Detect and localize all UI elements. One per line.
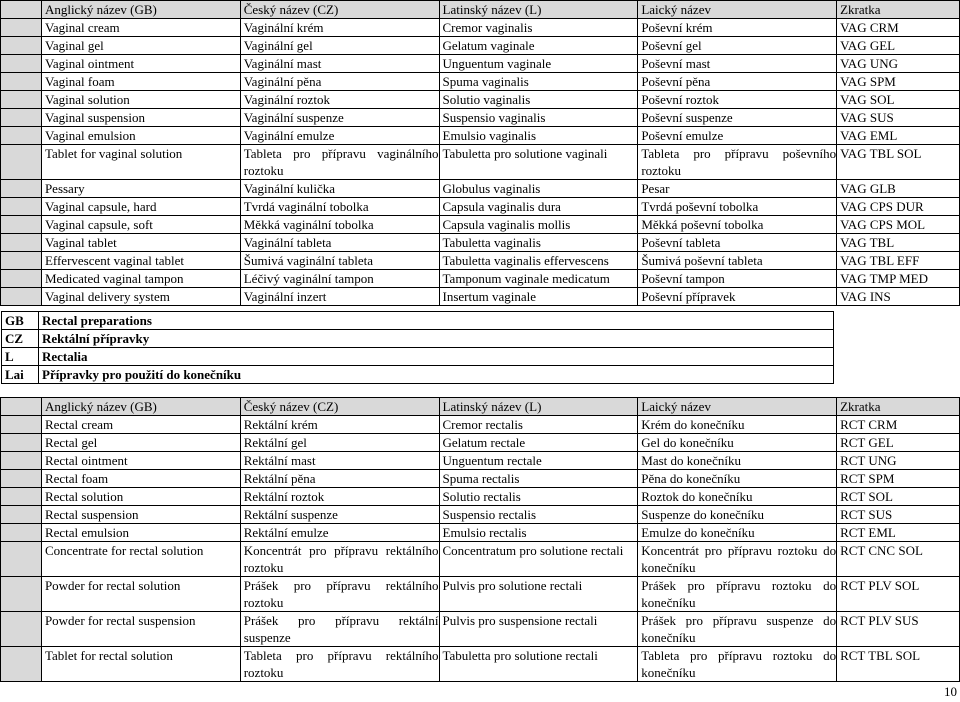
table-cell: VAG CPS MOL (837, 216, 960, 234)
table-cell: Globulus vaginalis (439, 180, 638, 198)
blank-cell (1, 488, 42, 506)
table-cell: VAG GEL (837, 37, 960, 55)
table-row (1, 488, 960, 506)
table-cell: VAG CPS DUR (837, 198, 960, 216)
column-header: Český název (CZ) (240, 1, 439, 19)
blank-cell (1, 91, 42, 109)
category-label: Přípravky pro použití do konečníku (39, 366, 834, 384)
rectal-category-box (1, 311, 834, 384)
table-cell: Gelatum rectale (439, 434, 638, 452)
table-cell: Suspenze do konečníku (638, 506, 837, 524)
table-cell: RCT TBL SOL (837, 647, 960, 682)
table-row (1, 434, 960, 452)
blank-cell (1, 577, 42, 612)
table-cell: Tvrdá vaginální tobolka (240, 198, 439, 216)
table-cell: Tvrdá poševní tobolka (638, 198, 837, 216)
blank-cell (1, 416, 42, 434)
table-row (1, 37, 960, 55)
table-cell: Vaginální suspenze (240, 109, 439, 127)
language-code: Lai (2, 366, 39, 384)
table-cell: Vaginal emulsion (41, 127, 240, 145)
vaginal-preparations-table (0, 0, 960, 306)
table-cell: Poševní pěna (638, 73, 837, 91)
table-cell: Pessary (41, 180, 240, 198)
table-row (1, 542, 960, 577)
blank-cell (1, 19, 42, 37)
table-cell: Solutio rectalis (439, 488, 638, 506)
table-cell: Rektální krém (240, 416, 439, 434)
table-cell: Poševní mast (638, 55, 837, 73)
table-cell: Tableta pro přípravu rektálního roztoku (240, 647, 439, 682)
language-code: L (2, 348, 39, 366)
table-cell: Tabuletta pro solutione rectali (439, 647, 638, 682)
category-row (2, 330, 834, 348)
table-cell: Emulsio rectalis (439, 524, 638, 542)
table-cell: Capsula vaginalis dura (439, 198, 638, 216)
table-cell: Concentrate for rectal solution (41, 542, 240, 577)
table-cell: Prášek pro přípravu suspenze do konečníku (638, 612, 837, 647)
table-row (1, 452, 960, 470)
table-cell: Rectal ointment (41, 452, 240, 470)
table-cell: Spuma rectalis (439, 470, 638, 488)
table-cell: RCT CRM (837, 416, 960, 434)
column-header: Latinský název (L) (439, 1, 638, 19)
table-cell: Poševní emulze (638, 127, 837, 145)
table-cell: Cremor vaginalis (439, 19, 638, 37)
table-cell: Poševní krém (638, 19, 837, 37)
category-body (2, 312, 834, 384)
table-cell: Poševní přípravek (638, 288, 837, 306)
table-cell: RCT SPM (837, 470, 960, 488)
table-cell: Prášek pro přípravu rektálního roztoku (240, 577, 439, 612)
table-cell: Medicated vaginal tampon (41, 270, 240, 288)
blank-cell (1, 506, 42, 524)
table-cell: Vaginální kulička (240, 180, 439, 198)
blank-cell (1, 234, 42, 252)
table-row (1, 416, 960, 434)
table-cell: VAG CRM (837, 19, 960, 37)
table-cell: Rectal gel (41, 434, 240, 452)
table-cell: Rectal cream (41, 416, 240, 434)
table-row (1, 470, 960, 488)
category-label: Rectal preparations (39, 312, 834, 330)
table-cell: Vaginální emulze (240, 127, 439, 145)
table-cell: Vaginal solution (41, 91, 240, 109)
table-cell: Tableta pro přípravu poševního roztoku (638, 145, 837, 180)
table-cell: Vaginální inzert (240, 288, 439, 306)
table-cell: RCT PLV SOL (837, 577, 960, 612)
blank-cell (1, 109, 42, 127)
table-cell: Insertum vaginale (439, 288, 638, 306)
table-cell: Suspensio rectalis (439, 506, 638, 524)
table-row (1, 127, 960, 145)
table-cell: VAG UNG (837, 55, 960, 73)
table-cell: Měkká poševní tobolka (638, 216, 837, 234)
table-cell: Vaginální gel (240, 37, 439, 55)
table-cell: Pulvis pro suspensione rectali (439, 612, 638, 647)
blank-cell (1, 288, 42, 306)
table-cell: RCT UNG (837, 452, 960, 470)
table-header-row (1, 1, 960, 19)
table-row (1, 524, 960, 542)
language-code: GB (2, 312, 39, 330)
table-cell: Tabuletta vaginalis (439, 234, 638, 252)
table-cell: Rektální gel (240, 434, 439, 452)
table-row (1, 91, 960, 109)
table-cell: Gel do konečníku (638, 434, 837, 452)
column-header: Anglický název (GB) (41, 1, 240, 19)
rectal-table-body (1, 398, 960, 682)
table-cell: Koncentrát pro přípravu rektálního roztoku (240, 542, 439, 577)
category-row (2, 366, 834, 384)
table-cell: Emulze do konečníku (638, 524, 837, 542)
table-cell: Tablet for vaginal solution (41, 145, 240, 180)
rectal-preparations-table (0, 397, 960, 682)
table-row (1, 270, 960, 288)
column-header: Zkratka (837, 398, 960, 416)
table-cell: Vaginal tablet (41, 234, 240, 252)
page-number: 10 (944, 684, 957, 699)
table-cell: Rectal emulsion (41, 524, 240, 542)
blank-cell (1, 198, 42, 216)
table-cell: RCT EML (837, 524, 960, 542)
table-cell: Tabuletta vaginalis effervescens (439, 252, 638, 270)
table-cell: Poševní tableta (638, 234, 837, 252)
table-cell: Tableta pro přípravu vaginálního roztoku (240, 145, 439, 180)
blank-cell (1, 55, 42, 73)
vaginal-table-body (1, 1, 960, 306)
table-cell: Rektální pěna (240, 470, 439, 488)
table-row (1, 55, 960, 73)
blank-cell (1, 452, 42, 470)
table-row (1, 145, 960, 180)
blank-cell (1, 647, 42, 682)
table-cell: Concentratum pro solutione rectali (439, 542, 638, 577)
table-cell: VAG TBL SOL (837, 145, 960, 180)
table-cell: Vaginal capsule, hard (41, 198, 240, 216)
column-header: Zkratka (837, 1, 960, 19)
table-cell: Tamponum vaginale medicatum (439, 270, 638, 288)
category-row (2, 312, 834, 330)
table-row (1, 612, 960, 647)
blank-cell (1, 216, 42, 234)
table-cell: Měkká vaginální tobolka (240, 216, 439, 234)
blank-cell (1, 270, 42, 288)
blank-cell (1, 434, 42, 452)
category-row (2, 348, 834, 366)
language-code: CZ (2, 330, 39, 348)
blank-cell (1, 180, 42, 198)
table-cell: Vaginal foam (41, 73, 240, 91)
table-cell: Rektální mast (240, 452, 439, 470)
table-cell: Powder for rectal solution (41, 577, 240, 612)
table-cell: VAG SPM (837, 73, 960, 91)
table-cell: Gelatum vaginale (439, 37, 638, 55)
table-cell: Rektální emulze (240, 524, 439, 542)
table-cell: Vaginální pěna (240, 73, 439, 91)
table-cell: Mast do konečníku (638, 452, 837, 470)
table-cell: RCT CNC SOL (837, 542, 960, 577)
table-cell: Prášek pro přípravu roztoku do konečníku (638, 577, 837, 612)
table-row (1, 19, 960, 37)
table-row (1, 252, 960, 270)
table-cell: Krém do konečníku (638, 416, 837, 434)
blank-cell (1, 145, 42, 180)
table-cell: Rektální suspenze (240, 506, 439, 524)
table-cell: Vaginální mast (240, 55, 439, 73)
table-cell: Cremor rectalis (439, 416, 638, 434)
blank-cell (1, 470, 42, 488)
table-cell: Pěna do konečníku (638, 470, 837, 488)
table-row (1, 73, 960, 91)
column-header: Latinský název (L) (439, 398, 638, 416)
table-cell: Rectal foam (41, 470, 240, 488)
blank-cell (1, 398, 42, 416)
table-cell: VAG TBL EFF (837, 252, 960, 270)
table-cell: Rectal solution (41, 488, 240, 506)
blank-cell (1, 73, 42, 91)
table-cell: Vaginal gel (41, 37, 240, 55)
table-cell: RCT SOL (837, 488, 960, 506)
table-cell: Emulsio vaginalis (439, 127, 638, 145)
table-cell: Vaginální krém (240, 19, 439, 37)
table-cell: Spuma vaginalis (439, 73, 638, 91)
table-cell: VAG SUS (837, 109, 960, 127)
table-cell: Prášek pro přípravu rektální suspenze (240, 612, 439, 647)
table-row (1, 577, 960, 612)
table-header-row (1, 398, 960, 416)
table-cell: Poševní roztok (638, 91, 837, 109)
column-header: Český název (CZ) (240, 398, 439, 416)
table-cell: Unguentum vaginale (439, 55, 638, 73)
table-cell: Vaginal capsule, soft (41, 216, 240, 234)
table-cell: Poševní tampon (638, 270, 837, 288)
column-header: Laický název (638, 398, 837, 416)
table-cell: Poševní gel (638, 37, 837, 55)
table-cell: RCT PLV SUS (837, 612, 960, 647)
table-row (1, 288, 960, 306)
category-label: Rectalia (39, 348, 834, 366)
table-cell: Tabuletta pro solutione vaginali (439, 145, 638, 180)
table-row (1, 198, 960, 216)
table-cell: Roztok do konečníku (638, 488, 837, 506)
table-cell: Vaginal ointment (41, 55, 240, 73)
table-cell: VAG INS (837, 288, 960, 306)
category-label: Rektální přípravky (39, 330, 834, 348)
table-cell: Léčivý vaginální tampon (240, 270, 439, 288)
blank-cell (1, 127, 42, 145)
table-cell: VAG SOL (837, 91, 960, 109)
blank-cell (1, 524, 42, 542)
blank-cell (1, 612, 42, 647)
table-row (1, 180, 960, 198)
table-row (1, 647, 960, 682)
table-cell: Vaginal delivery system (41, 288, 240, 306)
table-cell: VAG GLB (837, 180, 960, 198)
table-cell: Capsula vaginalis mollis (439, 216, 638, 234)
table-cell: Tablet for rectal solution (41, 647, 240, 682)
table-cell: VAG TMP MED (837, 270, 960, 288)
table-row (1, 109, 960, 127)
table-cell: Šumivá vaginální tableta (240, 252, 439, 270)
table-cell: Rektální roztok (240, 488, 439, 506)
table-cell: Tableta pro přípravu roztoku do konečníku (638, 647, 837, 682)
blank-cell (1, 1, 42, 19)
table-cell: Vaginal suspension (41, 109, 240, 127)
table-cell: Pesar (638, 180, 837, 198)
table-cell: Poševní suspenze (638, 109, 837, 127)
blank-cell (1, 37, 42, 55)
table-cell: Effervescent vaginal tablet (41, 252, 240, 270)
blank-cell (1, 252, 42, 270)
table-cell: Vaginální tableta (240, 234, 439, 252)
column-header: Laický název (638, 1, 837, 19)
table-cell: Pulvis pro solutione rectali (439, 577, 638, 612)
table-cell: VAG EML (837, 127, 960, 145)
table-cell: Rectal suspension (41, 506, 240, 524)
table-cell: Suspensio vaginalis (439, 109, 638, 127)
table-cell: Šumivá poševní tableta (638, 252, 837, 270)
table-row (1, 216, 960, 234)
table-cell: RCT GEL (837, 434, 960, 452)
table-cell: VAG TBL (837, 234, 960, 252)
column-header: Anglický název (GB) (41, 398, 240, 416)
table-cell: Vaginal cream (41, 19, 240, 37)
table-cell: Solutio vaginalis (439, 91, 638, 109)
table-cell: Koncentrát pro přípravu roztoku do konečníku (638, 542, 837, 577)
table-cell: RCT SUS (837, 506, 960, 524)
table-cell: Powder for rectal suspension (41, 612, 240, 647)
table-cell: Unguentum rectale (439, 452, 638, 470)
table-row (1, 234, 960, 252)
blank-cell (1, 542, 42, 577)
table-cell: Vaginální roztok (240, 91, 439, 109)
table-row (1, 506, 960, 524)
